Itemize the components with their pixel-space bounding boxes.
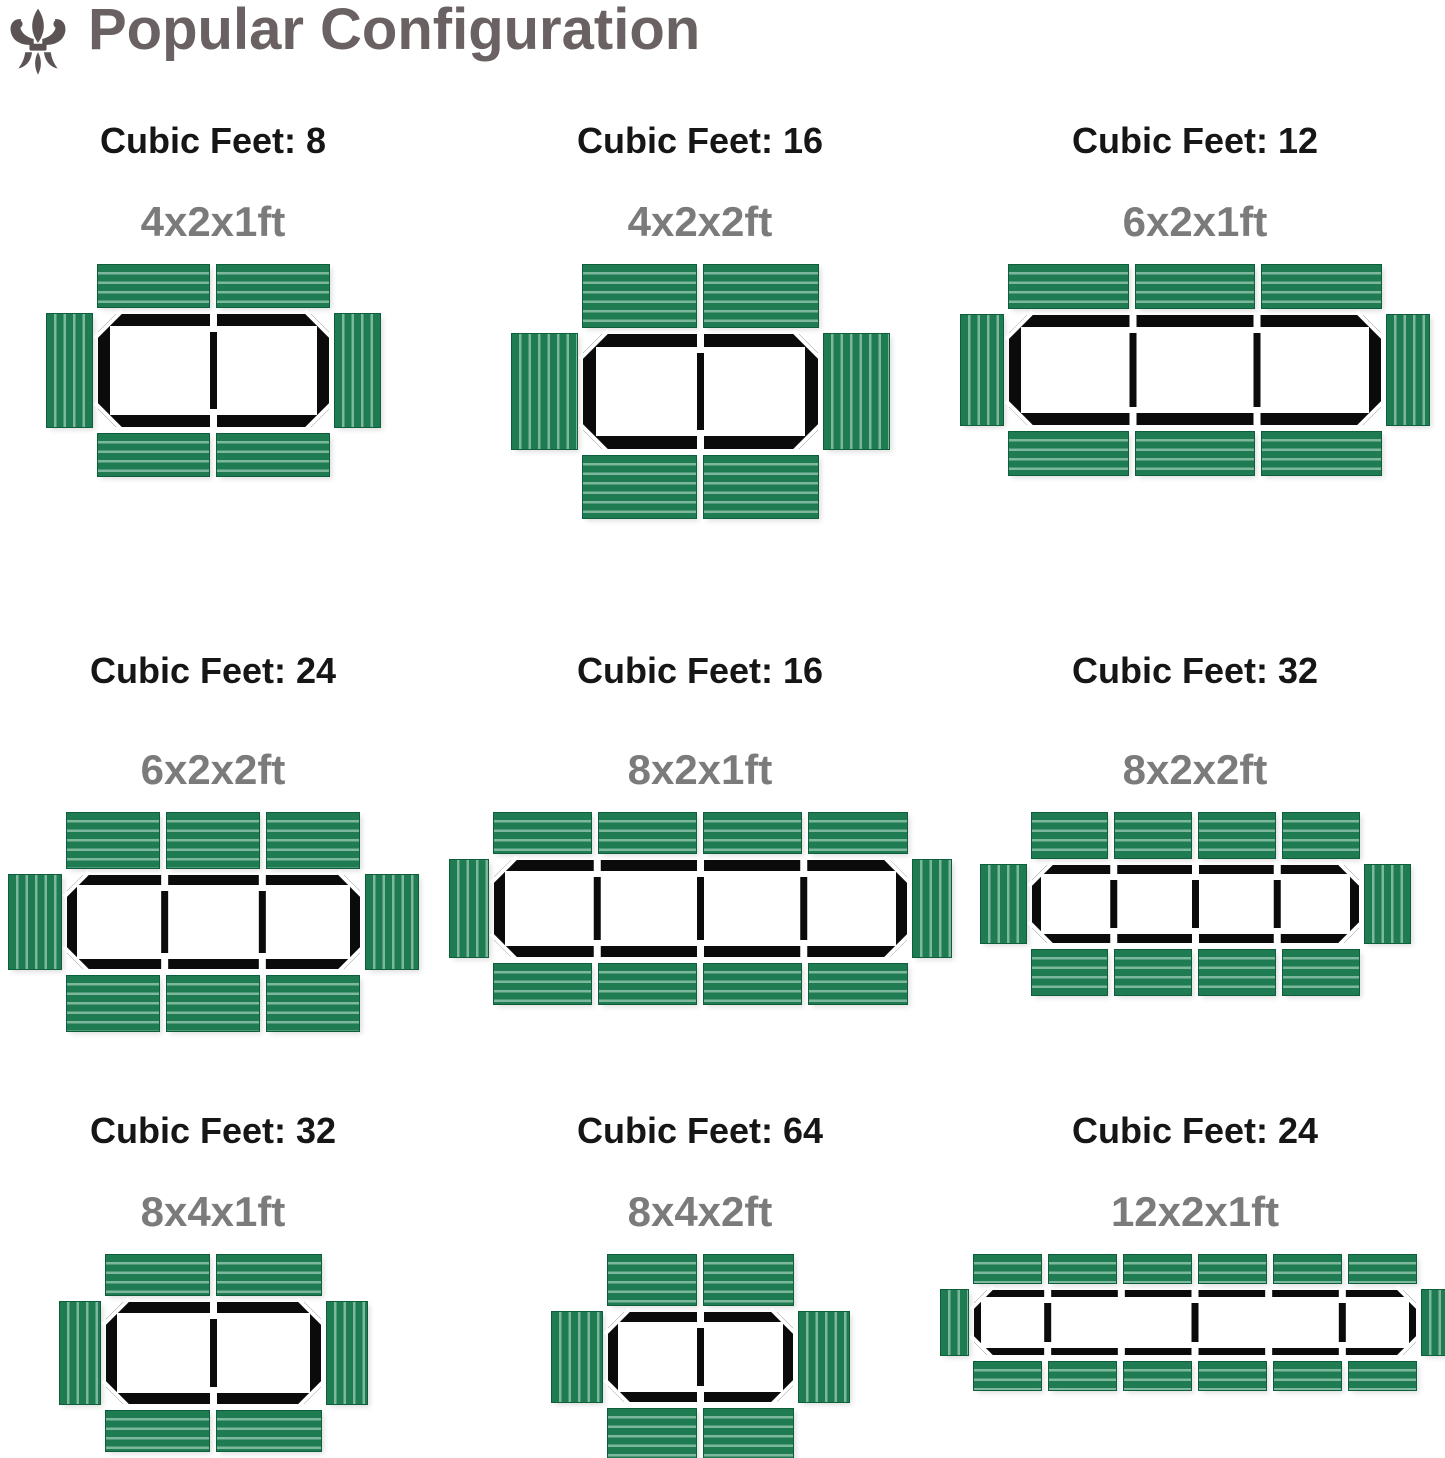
side-board-panel-horizontal: [98, 434, 210, 476]
bed-frame-top-view: [494, 860, 907, 957]
side-board-panel-horizontal: [704, 1409, 793, 1458]
side-board-panel-horizontal: [1274, 1255, 1341, 1283]
side-board-panel-horizontal: [583, 456, 697, 518]
bottom-panel-row: [67, 976, 360, 1031]
side-board-panel-vertical: [961, 315, 1003, 425]
side-board-panel-horizontal: [1124, 1255, 1191, 1283]
bed-configuration-diagram: [961, 265, 1429, 475]
side-board-panel-horizontal: [167, 813, 259, 868]
cubic-feet-label: Cubic Feet: 16: [576, 650, 824, 691]
top-panel-row: [608, 1255, 793, 1305]
cubic-feet-label: Cubic Feet: 24: [89, 650, 337, 691]
bed-frame-top-view: [608, 1312, 793, 1402]
side-board-panel-horizontal: [267, 813, 359, 868]
dimensions-label: 4x2x1ft: [140, 198, 286, 246]
side-board-panel-horizontal: [494, 813, 591, 853]
side-board-panel-horizontal: [217, 265, 329, 307]
side-board-panel-horizontal: [106, 1411, 210, 1451]
bed-frame-top-view: [974, 1290, 1416, 1355]
side-board-panel-horizontal: [704, 265, 818, 327]
bed-frame-wrap: [608, 1312, 793, 1402]
bed-frame-top-view: [98, 314, 329, 427]
bottom-panel-row: [1032, 950, 1359, 995]
side-board-panel-horizontal: [704, 813, 801, 853]
bed-configuration-diagram: [60, 1255, 367, 1451]
top-panel-row: [583, 265, 818, 327]
cubic-feet-label: Cubic Feet: 16: [576, 120, 824, 161]
config-cell-4x2x2: [460, 120, 940, 518]
bed-frame-top-view: [1009, 315, 1381, 425]
side-board-panel-horizontal: [704, 456, 818, 518]
cubic-feet-label: Cubic Feet: 64: [576, 1110, 824, 1151]
top-panel-row: [67, 813, 360, 868]
side-board-panel-horizontal: [809, 813, 906, 853]
side-board-panel-vertical: [552, 1312, 602, 1402]
top-panel-row: [98, 265, 329, 307]
config-cell-12x2x1: [955, 1110, 1435, 1390]
cubic-feet-label: Cubic Feet: 32: [1071, 650, 1319, 691]
dimensions-label: 8x2x1ft: [627, 746, 773, 794]
bed-configuration-diagram: [552, 1255, 849, 1458]
cubic-feet-label: Cubic Feet: 32: [89, 1110, 337, 1151]
bottom-panel-row: [98, 434, 329, 476]
bed-frame-wrap: [974, 1290, 1416, 1355]
bottom-panel-row: [974, 1362, 1416, 1390]
bed-configuration-diagram: [941, 1255, 1445, 1390]
side-board-panel-horizontal: [1124, 1362, 1191, 1390]
cubic-feet-label: Cubic Feet: 24: [1071, 1110, 1319, 1151]
side-board-panel-horizontal: [1049, 1362, 1116, 1390]
side-board-panel-vertical: [60, 1302, 100, 1404]
side-board-panel-vertical: [1387, 315, 1429, 425]
bottom-panel-row: [106, 1411, 321, 1451]
bed-frame-top-view: [583, 334, 818, 449]
bed-frame-top-view: [106, 1302, 321, 1404]
side-board-panel-horizontal: [1009, 265, 1128, 308]
side-board-panel-horizontal: [704, 964, 801, 1004]
dimensions-label: 6x2x2ft: [140, 746, 286, 794]
side-board-panel-horizontal: [1349, 1362, 1416, 1390]
side-board-panel-horizontal: [267, 976, 359, 1031]
side-board-panel-horizontal: [217, 434, 329, 476]
config-cell-4x2x1: [0, 120, 453, 476]
side-board-panel-horizontal: [1199, 950, 1275, 995]
bottom-panel-row: [494, 964, 907, 1004]
side-board-panel-horizontal: [974, 1362, 1041, 1390]
bed-frame-wrap: [106, 1302, 321, 1404]
side-board-panel-vertical: [941, 1290, 968, 1355]
bed-frame-wrap: [1032, 865, 1359, 943]
side-board-panel-vertical: [450, 860, 488, 957]
bottom-panel-row: [608, 1409, 793, 1458]
side-board-panel-vertical: [335, 314, 380, 427]
cubic-feet-label: Cubic Feet: 8: [99, 120, 327, 161]
dimensions-label: 8x2x2ft: [1122, 746, 1268, 794]
side-board-panel-vertical: [1422, 1290, 1445, 1355]
side-board-panel-vertical: [47, 314, 92, 427]
page-title: Popular Configuration: [88, 0, 701, 62]
bed-configuration-diagram: [450, 813, 951, 1004]
side-board-panel-vertical: [1365, 865, 1410, 943]
bed-frame-wrap: [98, 314, 329, 427]
config-cell-8x4x1: [0, 1110, 453, 1451]
side-board-panel-horizontal: [809, 964, 906, 1004]
side-board-panel-horizontal: [974, 1255, 1041, 1283]
side-board-panel-horizontal: [1009, 432, 1128, 475]
side-board-panel-vertical: [327, 1302, 367, 1404]
side-board-panel-horizontal: [608, 1255, 697, 1305]
bed-configuration-diagram: [47, 265, 380, 476]
side-board-panel-horizontal: [608, 1409, 697, 1458]
side-board-panel-horizontal: [98, 265, 210, 307]
side-board-panel-horizontal: [1199, 813, 1275, 858]
side-board-panel-horizontal: [217, 1411, 321, 1451]
bed-frame-wrap: [494, 860, 907, 957]
side-board-panel-horizontal: [1032, 813, 1108, 858]
dimensions-label: 8x4x2ft: [627, 1188, 773, 1236]
top-panel-row: [1032, 813, 1359, 858]
side-board-panel-horizontal: [1199, 1362, 1266, 1390]
cubic-feet-label: Cubic Feet: 12: [1071, 120, 1319, 161]
bed-frame-wrap: [1009, 315, 1381, 425]
bed-configuration-diagram: [512, 265, 889, 518]
side-board-panel-vertical: [9, 875, 61, 969]
side-board-panel-vertical: [366, 875, 418, 969]
config-cell-8x2x1: [460, 650, 940, 1004]
bed-configuration-diagram: [981, 813, 1410, 995]
side-board-panel-horizontal: [1199, 1255, 1266, 1283]
config-cell-6x2x2: [0, 650, 453, 1031]
page-header: [8, 0, 700, 78]
bed-frame-top-view: [67, 875, 360, 969]
top-panel-row: [106, 1255, 321, 1295]
side-board-panel-horizontal: [599, 964, 696, 1004]
side-board-panel-vertical: [981, 865, 1026, 943]
side-board-panel-horizontal: [106, 1255, 210, 1295]
side-board-panel-horizontal: [1115, 813, 1191, 858]
side-board-panel-horizontal: [1349, 1255, 1416, 1283]
dimensions-label: 6x2x1ft: [1122, 198, 1268, 246]
top-panel-row: [494, 813, 907, 853]
side-board-panel-horizontal: [599, 813, 696, 853]
side-board-panel-horizontal: [67, 813, 159, 868]
side-board-panel-horizontal: [1274, 1362, 1341, 1390]
side-board-panel-horizontal: [704, 1255, 793, 1305]
bed-frame-top-view: [1032, 865, 1359, 943]
side-board-panel-vertical: [824, 334, 889, 449]
side-board-panel-horizontal: [217, 1255, 321, 1295]
bed-frame-wrap: [583, 334, 818, 449]
side-board-panel-horizontal: [1136, 265, 1255, 308]
side-board-panel-horizontal: [1115, 950, 1191, 995]
side-board-panel-vertical: [913, 860, 951, 957]
bed-frame-wrap: [67, 875, 360, 969]
config-cell-8x4x2: [460, 1110, 940, 1458]
side-board-panel-horizontal: [67, 976, 159, 1031]
side-board-panel-horizontal: [1049, 1255, 1116, 1283]
dimensions-label: 4x2x2ft: [627, 198, 773, 246]
side-board-panel-vertical: [512, 334, 577, 449]
side-board-panel-horizontal: [1283, 813, 1359, 858]
bed-configuration-diagram: [9, 813, 418, 1031]
dimensions-label: 12x2x1ft: [1110, 1188, 1280, 1236]
top-panel-row: [974, 1255, 1416, 1283]
side-board-panel-horizontal: [583, 265, 697, 327]
side-board-panel-horizontal: [167, 976, 259, 1031]
side-board-panel-horizontal: [1032, 950, 1108, 995]
dimensions-label: 8x4x1ft: [140, 1188, 286, 1236]
top-panel-row: [1009, 265, 1381, 308]
config-cell-8x2x2: [955, 650, 1435, 995]
side-board-panel-horizontal: [1262, 265, 1381, 308]
bottom-panel-row: [583, 456, 818, 518]
config-cell-6x2x1: [955, 120, 1435, 475]
side-board-panel-vertical: [799, 1312, 849, 1402]
side-board-panel-horizontal: [1136, 432, 1255, 475]
side-board-panel-horizontal: [494, 964, 591, 1004]
fleur-de-lis-icon: [8, 6, 68, 78]
bottom-panel-row: [1009, 432, 1381, 475]
side-board-panel-horizontal: [1283, 950, 1359, 995]
side-board-panel-horizontal: [1262, 432, 1381, 475]
